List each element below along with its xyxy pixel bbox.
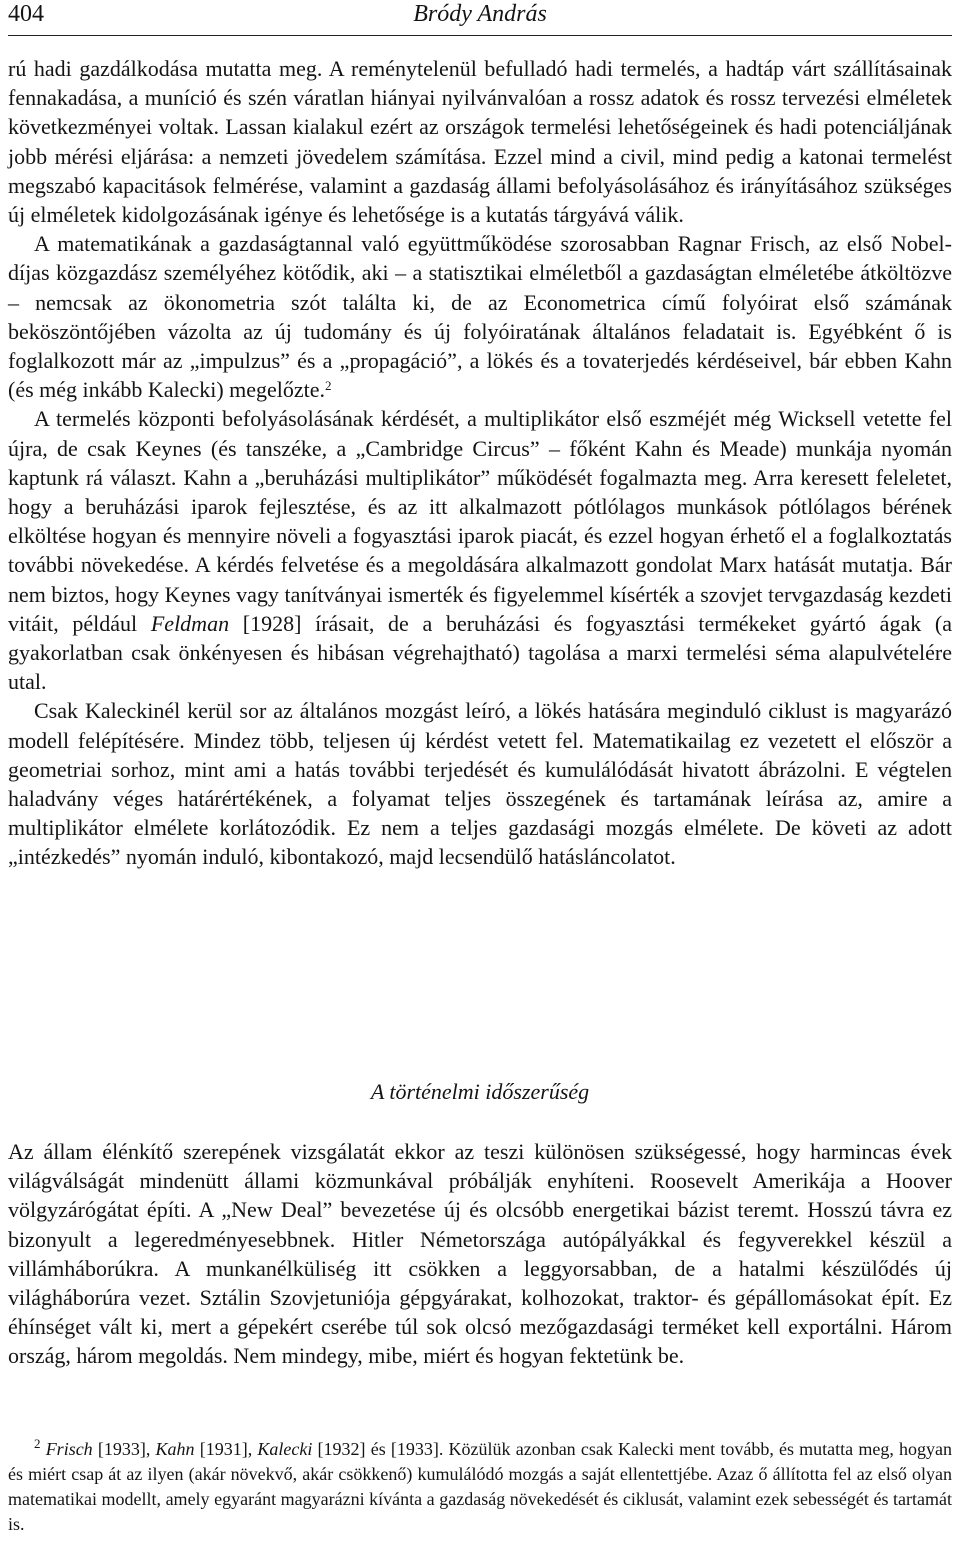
paragraph-4 <box>8 696 952 871</box>
paragraph-3-text-b: [1928] írásait, de a beruházási és fogyasztási termékeket gyártó ágak (a gyakorlatban csak önkényesen és hibásan végrehajtható) tagolása a marxi termelési séma alapulvételére utal. <box>8 610 952 695</box>
footnote-marker: 2 <box>34 1435 41 1451</box>
paragraph-2 <box>8 229 952 404</box>
paragraph-3-text-a: A termelés központi befolyásolásának kérdését, a multiplikátor első eszméjét még Wicksell vetette fel újra, de csak Keynes (és tanszéke, a „Cambridge Circus” – főként Kahn és Meade) munkája nyomán kaptunk rá választ. Kahn a „beruházási multiplikátor” működését fogalmazta meg. Arra keresett feleletet, hogy a beruházási iparok fejlesztése, és az itt alkalmazott pótlólagos munkások pótlólagos bérének elköltése hogyan és mennyire növeli a fogyasztási iparok piacát, és ezzel hogyan érhető el a foglalkoztatás további növekedése. A kérdés felvetése és a megoldására alkalmazott gondolat Marx hatását mutatja. Bár nem biztos, hogy Keynes vagy tanítványai ismerték és figyelemmel kísérték a szovjet tervgazdaság kezdeti vitáit, például <box>8 406 952 636</box>
paragraph-3 <box>8 404 952 696</box>
paragraph-1 <box>8 54 952 229</box>
footnote-year-kahn: [1931], <box>194 1439 258 1459</box>
footnote-author-kalecki: Kalecki <box>257 1439 313 1459</box>
running-head-author: Bródy András <box>413 1 547 27</box>
header-rule <box>8 35 952 36</box>
page-number: 404 <box>8 1 44 27</box>
footnote-reference: 2 <box>325 378 332 394</box>
footnote-text: [1932] és [1933]. Közülük azonban csak Kalecki ment tovább, és mutatta meg, hogyan és miért csap át az ilyen (akár növekvő, akár csökkenő) kumulálódó mozgás a saját ellentettjébe. Azaz ő állította fel az első olyan matematikai modellt, amely egyaránt magyarázni kívánta a gazdaság növekedését és ciklusát, valamint ezek sebességét és tartamát is. <box>8 1439 952 1534</box>
page-header <box>8 0 952 38</box>
paragraph-1-text: rú hadi gazdálkodása mutatta meg. A reménytelenül befulladó hadi termelés, a hadtáp várt szállításainak fennakadása, a muníció és szén váratlan hiányai nyilvánvalóan a rossz adatok és rossz tervezési elméletek következményei voltak. Lassan kialakul ezért az országok termelési lehetőségeinek és hadi potenciáljának jobb mérési eljárása: a nemzeti jövedelem számítása. Ezzel mind a civil, mind pedig a katonai termelést megszabó kapacitások felmérése, valamint a gazdaság állami befolyásolásához és irányításához szükséges új elméletek kidolgozásának igénye és lehetősége is a kutatás tárgyává válik. <box>8 56 952 228</box>
footnote-author-frisch: Frisch <box>45 1439 93 1459</box>
section-paragraph: Az állam élénkítő szerepének vizsgálatát ekkor az teszi különösen szükségessé, hogy harmincas évek világválságát mindenütt állami közmunkával próbálják enyhíteni. Roosevelt Amerikája a Hoover völgyzárógátat építi. A „New Deal” bevezetése új és olcsóbb energetikai bázist teremt. Hosszú távra ez bizonyult a legeredményesebbnek. Hitler Németországa autópályákkal és fegyverekkel készül a villámháborúkra. A munkanélküliség itt csökken a leggyorsabban, de a hatalmi készülődés új világháborúra vezet. Sztálin Szovjetuniója gépgyárakat, kolhozokat, traktor- és gépállomásokat épít. Ez éhínséget vált ki, mert a gépekért cserébe túl sok olcsó mezőgazdasági terméket kell exportálni. Három ország, három megoldás. Nem mindegy, mibe, miért és hogyan fektetünk be. <box>8 1139 952 1369</box>
section-heading: A történelmi időszerűség <box>370 1079 590 1104</box>
body-text <box>8 54 952 872</box>
paragraph-2-text: A matematikának a gazdaságtannal való együttműködése szorosabban Ragnar Frisch, az első Nobel-díjas közgazdász személyéhez kötődik, aki – a statisztikai elméletből a gazdaságtan elméletébe átköltözve – nemcsak az ökonometria szót találta ki, de az Econometrica című folyóirat első számának beköszöntőjében vázolta az új tudomány és új folyóiratának általános feladatait is. Egyébként ő is foglalkozott már az „impulzus” és a „propagáció”, a lökés és a tovaterjedés kérdéseivel, bár ebben Kahn (és még inkább Kalecki) megelőzte. <box>8 231 952 403</box>
footnote <box>8 1437 952 1537</box>
paragraph-3-italic-author: Feldman <box>150 610 230 636</box>
footnote-author-kahn: Kahn <box>155 1439 195 1459</box>
paragraph-4-text: Csak Kaleckinél kerül sor az általános mozgást leíró, a lökés hatására meginduló ciklust is magyarázó modell felépítésére. Mindez több, teljesen új kérdést vetett fel. Matematikailag ez vezetett el először a geometriai sorhoz, mint ami a hatás további terjedését és kumulálódását hivatott ábrázolni. E végtelen haladvány véges határértékének, a folyamat teljes összegének és tartamának leírása az, amire a multiplikátor elmélete korlátozódik. Ez nem a teljes gazdasági mozgás elmélete. De követi az adott „intézkedés” nyomán induló, kibontakozó, majd lecsendülő hatásláncolatot. <box>8 698 952 870</box>
footnote-year-frisch: [1933], <box>92 1439 156 1459</box>
